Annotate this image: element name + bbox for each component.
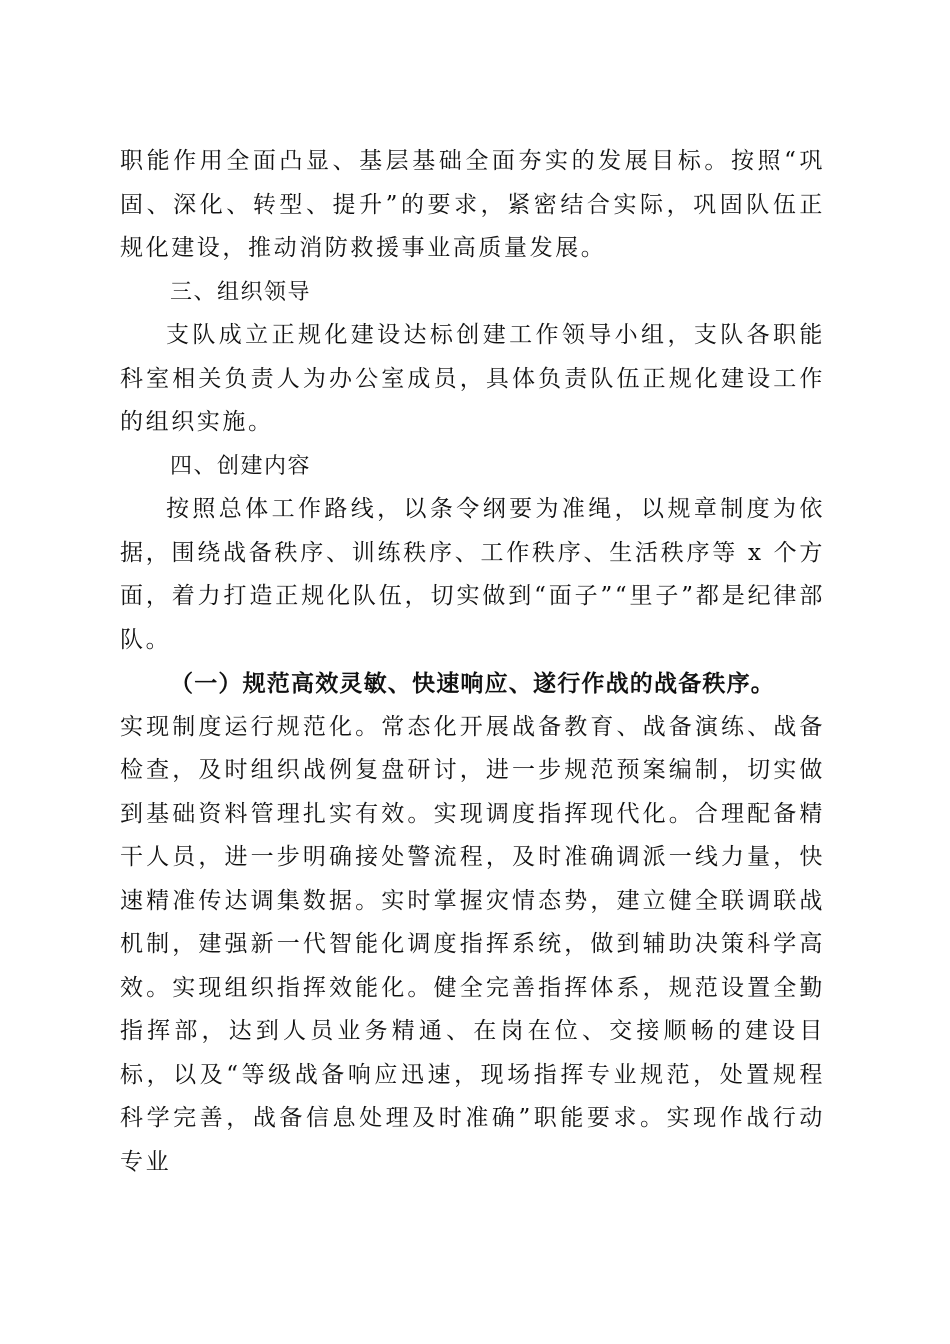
content-paragraph: 按照总体工作路线，以条令纲要为准绳，以规章制度为依据，围绕战备秩序、训练秩序、工作秩序、生活秩序等 x 个方面，着力打造正规化队伍，切实做到“面子”“里子”都是纪律部队。 [120, 496, 825, 653]
intro-paragraph: 职能作用全面凸显、基层基础全面夯实的发展目标。按照“巩固、深化、转型、提升”的要求，紧密结合实际，巩固队伍正规化建设，推动消防救援事业高质量发展。 [120, 148, 825, 261]
section-heading-content: 四、创建内容 [170, 453, 312, 479]
section-heading-organization: 三、组织领导 [170, 279, 312, 305]
sub-heading-readiness: （一）规范高效灵敏、快速响应、遂行作战的战备秩序。 [170, 670, 775, 697]
document-page [120, 140, 825, 1184]
organization-paragraph: 支队成立正规化建设达标创建工作领导小组，支队各职能科室相关负责人为办公室成员，具体负责队伍正规化建设工作的组织实施。 [120, 322, 825, 435]
readiness-paragraph: 实现制度运行规范化。常态化开展战备教育、战备演练、战备检查，及时组织战例复盘研讨，进一步规范预案编制，切实做到基础资料管理扎实有效。实现调度指挥现代化。合理配备精干人员，进一步明确接处警流程，及时准确调派一线力量，快速精准传达调集数据。实时掌握灾情态势，建立健全联调联战机制，建强新一代智能化调度指挥系统，做到辅助决策科学高效。实现组织指挥效能化。健全完善指挥体系，规范设置全勤指挥部，达到人员业务精通、在岗在位、交接顺畅的建设目标，以及“等级战备响应迅速，现场指挥专业规范，处置规程科学完善，战备信息处理及时准确”职能要求。实现作战行动专业 [120, 713, 825, 1175]
